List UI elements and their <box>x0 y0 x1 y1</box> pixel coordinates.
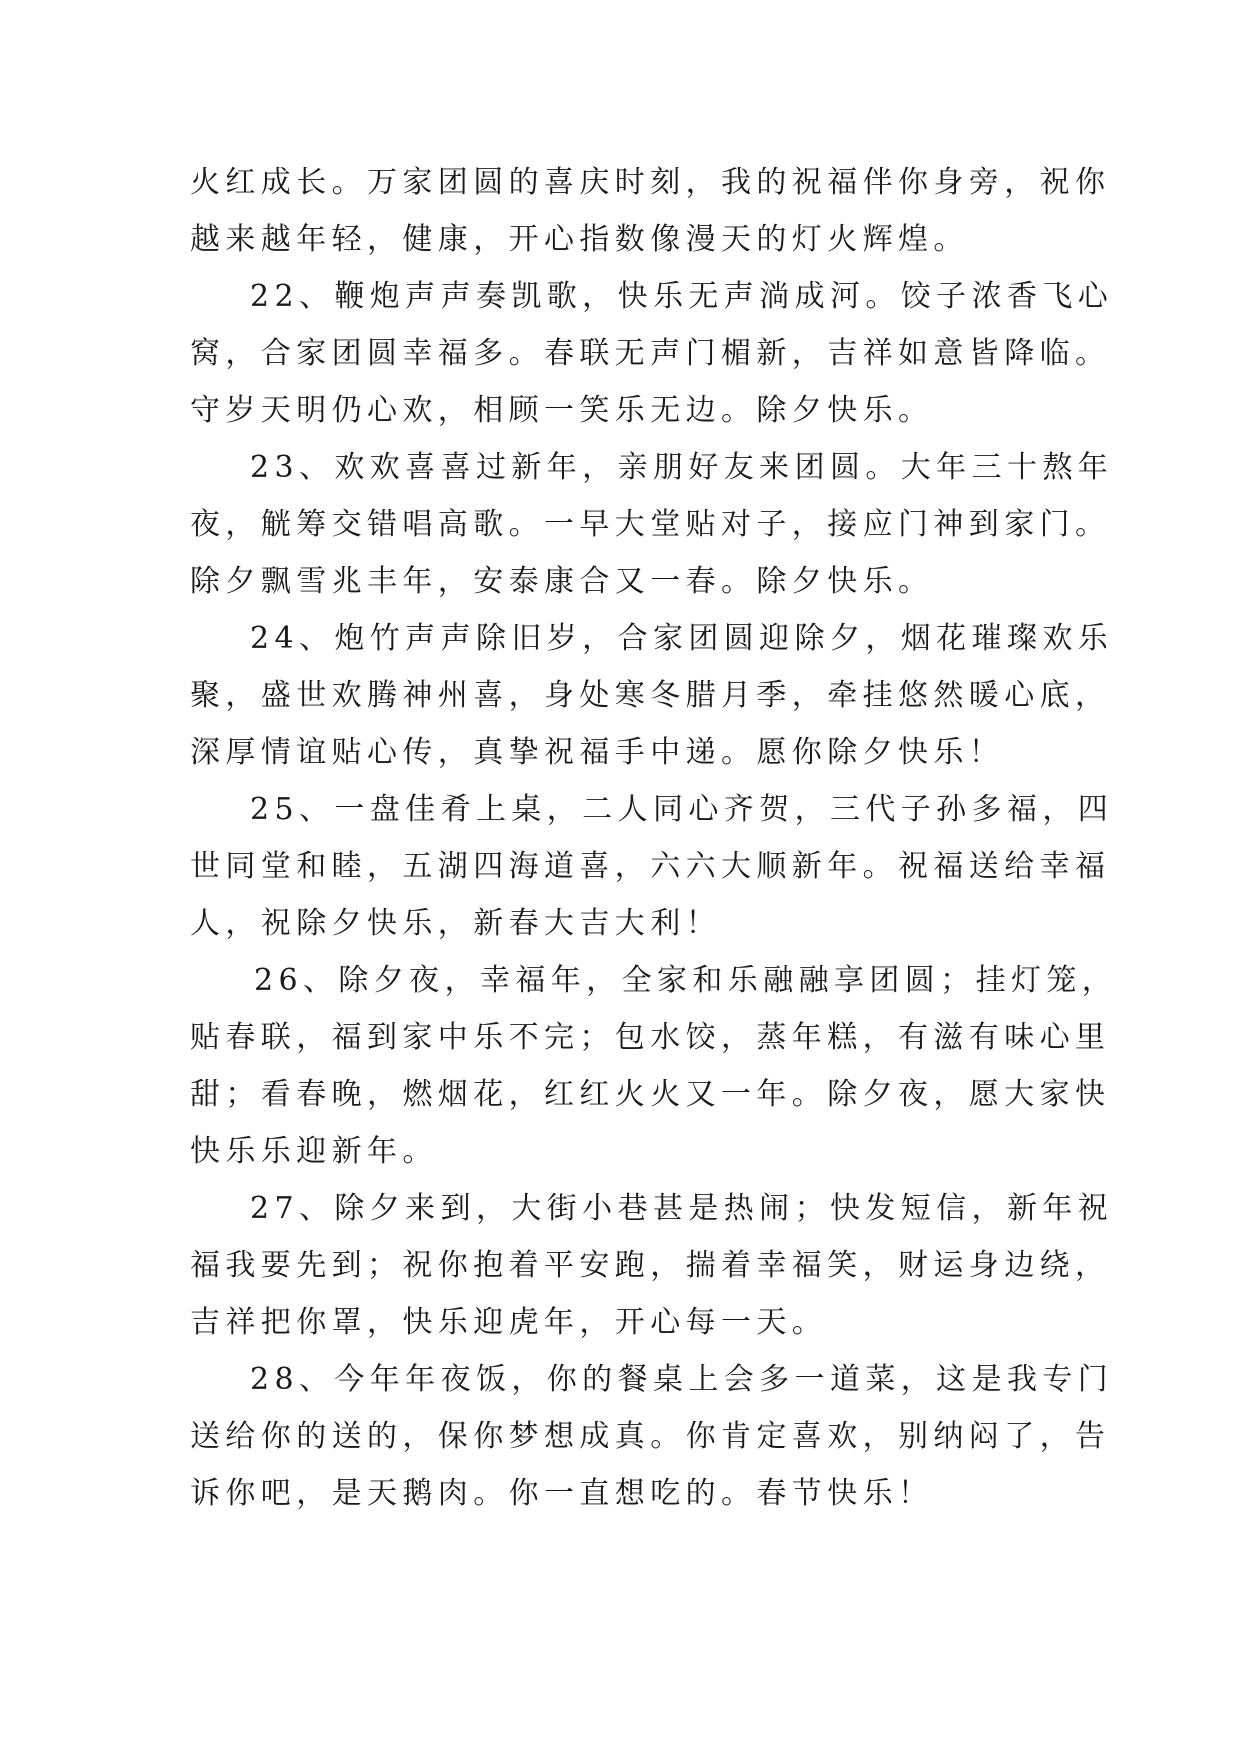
text-line: 夜，觥筹交错唱高歌。一早大堂贴对子，接应门神到家门。 <box>190 507 1111 542</box>
text-line: 深厚情谊贴心传，真挚祝福手中递。愿你除夕快乐！ <box>190 735 1005 770</box>
text-line: 25、一盘佳肴上桌，二人同心齐贺，三代子孙多福，四 <box>250 792 1114 827</box>
paragraph-24 <box>190 610 1114 781</box>
text-line: 人，祝除夕快乐，新春大吉大利！ <box>190 906 721 941</box>
text-line: 福我要先到；祝你抱着平安跑，揣着幸福笑，财运身边绕， <box>190 1248 1111 1283</box>
text-line: 27、除夕来到，大街小巷甚是热闹；快发短信，新年祝 <box>250 1191 1114 1226</box>
text-line: 聚，盛世欢腾神州喜，身处寒冬腊月季，牵挂悠然暖心底， <box>190 678 1111 713</box>
text-line: 除夕飘雪兆丰年，安泰康合又一春。除夕快乐。 <box>190 564 934 599</box>
paragraph-22 <box>190 268 1114 439</box>
text-line: 守岁天明仍心欢，相顾一笑乐无边。除夕快乐。 <box>190 393 934 428</box>
text-line: 吉祥把你罩，快乐迎虎年，开心每一天。 <box>190 1305 828 1340</box>
text-line: 22、鞭炮声声奏凯歌，快乐无声淌成河。饺子浓香飞心 <box>250 279 1114 314</box>
paragraph-continuation <box>190 154 1111 268</box>
text-line: 送给你的送的，保你梦想成真。你肯定喜欢，别纳闷了，告 <box>190 1419 1111 1454</box>
paragraph-23 <box>190 439 1114 610</box>
text-line: 火红成长。万家团圆的喜庆时刻，我的祝福伴你身旁，祝你 <box>190 165 1111 200</box>
text-line: 诉你吧，是天鹅肉。你一直想吃的。春节快乐！ <box>190 1476 934 1511</box>
paragraph-27 <box>190 1180 1114 1351</box>
text-line: 贴春联，福到家中乐不完；包水饺，蒸年糕，有滋有味心里 <box>190 1020 1111 1055</box>
text-line: 越来越年轻，健康，开心指数像漫天的灯火辉煌。 <box>190 222 969 257</box>
text-line: 窝，合家团圆幸福多。春联无声门楣新，吉祥如意皆降临。 <box>190 336 1111 371</box>
text-line: 甜；看春晚，燃烟花，红红火火又一年。除夕夜，愿大家快 <box>190 1077 1111 1112</box>
text-line: 快乐乐迎新年。 <box>190 1134 438 1169</box>
document-body <box>190 154 1118 1522</box>
text-line: 28、今年年夜饭，你的餐桌上会多一道菜，这是我专门 <box>250 1362 1114 1397</box>
paragraph-28 <box>190 1351 1114 1522</box>
paragraph-26 <box>190 952 1118 1180</box>
text-line: 23、欢欢喜喜过新年，亲朋好友来团圆。大年三十熬年 <box>250 450 1114 485</box>
text-line: 26、除夕夜，幸福年，全家和乐融融享团圆；挂灯笼， <box>254 963 1118 998</box>
text-line: 世同堂和睦，五湖四海道喜，六六大顺新年。祝福送给幸福 <box>190 849 1111 884</box>
text-line: 24、炮竹声声除旧岁，合家团圆迎除夕，烟花璀璨欢乐 <box>250 621 1114 656</box>
paragraph-25 <box>190 781 1114 952</box>
